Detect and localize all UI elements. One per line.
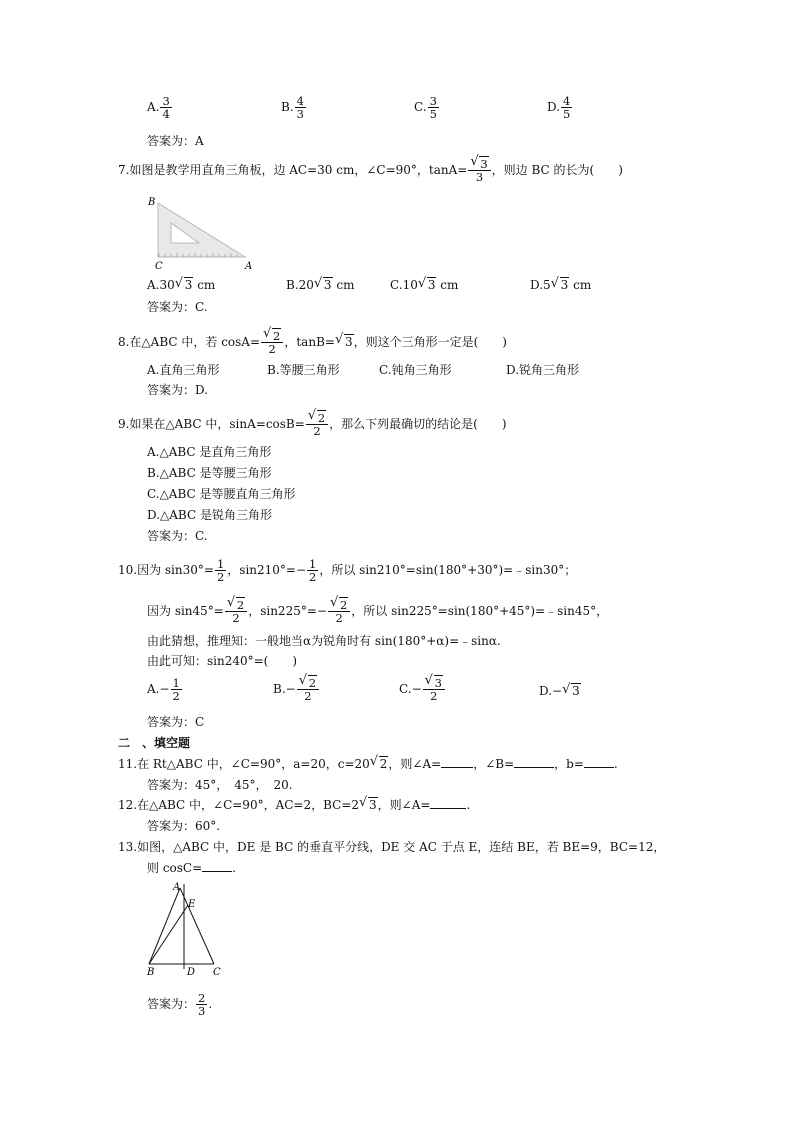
option-text: D.5 (530, 278, 551, 292)
stem-text: 12.在△ABC 中，∠C=90°，AC=2，BC=2 (118, 798, 360, 812)
numerator: 4 (296, 94, 304, 108)
stem-text: ，则∠A= (388, 757, 442, 771)
q10-line-3: 由此猜想，推理知：一般地当α为锐角时有 sin(180°+α)=﹣sinα. (147, 634, 501, 648)
radicand: 3 (344, 335, 353, 349)
stem-text: 则 cosC= (147, 861, 203, 875)
denominator: 2 (335, 611, 343, 625)
stem-text: 10.因为 sin30°= (118, 563, 214, 577)
q12-answer: 答案为：60°. (147, 819, 221, 833)
q9-option-a: A.△ABC 是直角三角形 (147, 445, 272, 459)
stem-text: ，tanB= (284, 335, 335, 349)
denominator: 5 (563, 107, 571, 121)
option-label: A. (147, 100, 160, 114)
radicand: 2 (379, 757, 388, 771)
denominator: 2 (172, 689, 180, 703)
triangle-figure (143, 880, 233, 978)
radicand: 3 (480, 157, 488, 171)
numerator: 3 (429, 94, 437, 108)
sqrt (299, 677, 317, 689)
sqrt (562, 684, 581, 698)
q6-option-d (547, 95, 573, 120)
sqrt (263, 330, 281, 342)
q10-option-d (539, 684, 581, 698)
fraction (306, 412, 328, 437)
denominator: 5 (429, 107, 437, 121)
point-label-d: D (187, 967, 196, 978)
denominator: 3 (475, 170, 484, 184)
option-text: D.− (539, 684, 563, 698)
sqrt (314, 278, 333, 292)
numerator: 4 (563, 94, 571, 108)
fraction (328, 599, 350, 624)
stem-text: 9.如果在△ABC 中，sinA=cosB= (118, 417, 305, 431)
numerator (468, 158, 490, 171)
q7-option-b (286, 278, 354, 292)
q7-option-a (147, 278, 215, 292)
denominator: 2 (216, 570, 225, 584)
fraction (428, 95, 439, 120)
q11-answer: 答案为：45°， 45°， 20. (147, 778, 293, 792)
denominator: 2 (232, 611, 240, 625)
fraction (196, 992, 207, 1017)
sqrt (370, 756, 389, 772)
stem-text: ，b= (554, 757, 584, 771)
option-text: B.20 (286, 278, 314, 292)
numerator (261, 330, 283, 343)
q9-stem (118, 412, 507, 437)
numerator (328, 599, 350, 612)
radicand: 3 (369, 798, 377, 812)
stem-text: . (613, 757, 618, 771)
radicand: 2 (308, 676, 317, 690)
q9-option-b: B.△ABC 是等腰三角形 (147, 466, 272, 480)
answer-text: 答案为： (147, 997, 196, 1011)
fraction (561, 95, 572, 120)
fraction (215, 558, 226, 583)
stem-text: . (466, 798, 471, 812)
q13-stem-line-1: 13.如图，△ABC 中，DE 是 BC 的垂直平分线，DE 交 AC 于点 E，连结 BE，若 BE=9，BC=12， (118, 840, 666, 854)
radicand: 2 (236, 598, 245, 612)
vertex-label-c: C (155, 261, 163, 270)
numerator (297, 677, 319, 690)
sqrt (227, 599, 245, 611)
denominator: 2 (304, 689, 312, 703)
stem-text: 7.如图是教学用直角三角板，边 AC=30 cm，∠C=90°，tanA= (118, 163, 468, 177)
radicand: 2 (339, 598, 348, 612)
stem-text: ，则边 BC 的长为( ) (491, 163, 623, 177)
q13-answer (147, 992, 212, 1017)
q9-option-c: C.△ABC 是等腰直角三角形 (147, 487, 296, 501)
sqrt (470, 158, 488, 170)
fraction (160, 95, 171, 120)
option-unit: cm (436, 278, 459, 292)
q8-answer: 答案为：D. (147, 383, 209, 397)
stem-text: 因为 sin45°= (147, 604, 224, 618)
q13-stem-line-2 (147, 860, 236, 876)
stem-text: ，那么下列最确切的结论是( ) (329, 417, 507, 431)
radicand: 3 (323, 278, 332, 292)
q9-option-d: D.△ABC 是锐角三角形 (147, 508, 272, 522)
answer-blank[interactable] (441, 756, 473, 768)
sqrt (359, 797, 378, 813)
vertex-label-c: C (213, 967, 221, 978)
denominator: 3 (296, 107, 304, 121)
numerator: 2 (198, 991, 206, 1005)
fraction (295, 95, 306, 120)
denominator: 2 (309, 570, 317, 584)
q6-option-b (281, 95, 307, 120)
vertex-label-a: A (245, 261, 253, 270)
fraction (261, 330, 283, 355)
radicand: 2 (273, 329, 281, 343)
stem-text: ，所以 sin225°=sin(180°+45°)=﹣sin45°， (351, 604, 609, 618)
section-heading: 二 、填空题 (118, 736, 191, 750)
sqrt (335, 334, 354, 350)
q8-option-c: C.钝角三角形 (379, 363, 452, 377)
option-text: C.10 (390, 278, 418, 292)
q7-stem (118, 158, 623, 183)
fraction (297, 677, 319, 702)
q8-option-a: A.直角三角形 (147, 363, 220, 377)
q10-answer: 答案为：C (147, 715, 205, 729)
q8-stem (118, 330, 507, 355)
denominator: 4 (162, 107, 170, 121)
set-square-figure (145, 195, 257, 270)
answer-blank[interactable] (202, 860, 232, 872)
denominator: 2 (313, 424, 321, 438)
denominator: 3 (198, 1004, 206, 1018)
numerator (423, 677, 445, 690)
option-text: A.30 (147, 278, 175, 292)
option-label: B. (281, 100, 294, 114)
denominator: 2 (268, 342, 276, 356)
numerator (306, 412, 328, 425)
numerator: 1 (309, 557, 317, 571)
radicand: 3 (184, 278, 193, 292)
q6-option-a (147, 95, 173, 120)
fraction (468, 158, 490, 183)
q6-answer: 答案为：A (147, 134, 204, 148)
sqrt (418, 278, 437, 292)
sqrt (551, 278, 570, 292)
stem-text: ，∠B= (473, 757, 515, 771)
numerator: 3 (162, 94, 170, 108)
stem-text: ，sin210°=− (227, 563, 307, 577)
fraction (307, 558, 318, 583)
answer-blank[interactable] (430, 797, 466, 809)
option-label: D. (547, 100, 561, 114)
option-text: B.− (273, 682, 296, 696)
option-text: C.− (399, 682, 422, 696)
q9-answer: 答案为：C. (147, 529, 208, 543)
sqrt (308, 412, 326, 424)
q7-answer: 答案为：C. (147, 300, 208, 314)
stem-text: ，则这个三角形一定是( ) (353, 335, 507, 349)
stem-text: 11.在 Rt△ABC 中，∠C=90°，a=20，c=20 (118, 757, 370, 771)
radicand: 2 (317, 411, 326, 425)
fraction (171, 677, 182, 702)
q10-option-c (399, 677, 446, 702)
q10-line-4: 由此可知：sin240°=( ) (147, 654, 298, 668)
option-label: C. (414, 100, 427, 114)
vertex-label-b: B (147, 967, 155, 978)
stem-text: ，sin225°=− (248, 604, 327, 618)
answer-blank[interactable] (584, 756, 614, 768)
radicand: 3 (572, 684, 580, 698)
answer-blank[interactable] (514, 756, 554, 768)
fraction (423, 677, 445, 702)
q8-option-b: B.等腰三角形 (267, 363, 340, 377)
stem-text: 8.在△ABC 中，若 cosA= (118, 335, 261, 349)
numerator (225, 599, 247, 612)
q11-stem (118, 756, 618, 772)
q10-option-a (147, 677, 183, 702)
q8-option-d: D.锐角三角形 (506, 363, 580, 377)
vertex-label-b: B (148, 197, 156, 208)
denominator: 2 (430, 689, 438, 703)
q6-option-c (414, 95, 440, 120)
numerator: 1 (216, 557, 225, 571)
answer-text: . (208, 997, 213, 1011)
numerator: 1 (172, 676, 180, 690)
fraction (225, 599, 247, 624)
radicand: 3 (427, 278, 436, 292)
option-unit: cm (332, 278, 355, 292)
q10-line-2 (147, 599, 608, 624)
radicand: 3 (560, 278, 569, 292)
q10-line-1 (118, 558, 576, 583)
q7-option-d (530, 278, 591, 292)
sqrt (175, 278, 194, 292)
q12-stem (118, 797, 470, 813)
vertex-label-a: A (173, 882, 181, 893)
option-unit: cm (193, 278, 216, 292)
point-label-e: E (188, 899, 196, 910)
q7-option-c (390, 278, 458, 292)
option-unit: cm (569, 278, 592, 292)
option-text: A.− (147, 682, 170, 696)
stem-text: ，则∠A= (377, 798, 431, 812)
sqrt (330, 599, 348, 611)
stem-text: . (232, 861, 236, 875)
stem-text: ，所以 sin210°=sin(180°+30°)=﹣sin30°； (319, 563, 577, 577)
sqrt (425, 677, 443, 689)
q10-option-b (273, 677, 320, 702)
radicand: 3 (434, 676, 442, 690)
